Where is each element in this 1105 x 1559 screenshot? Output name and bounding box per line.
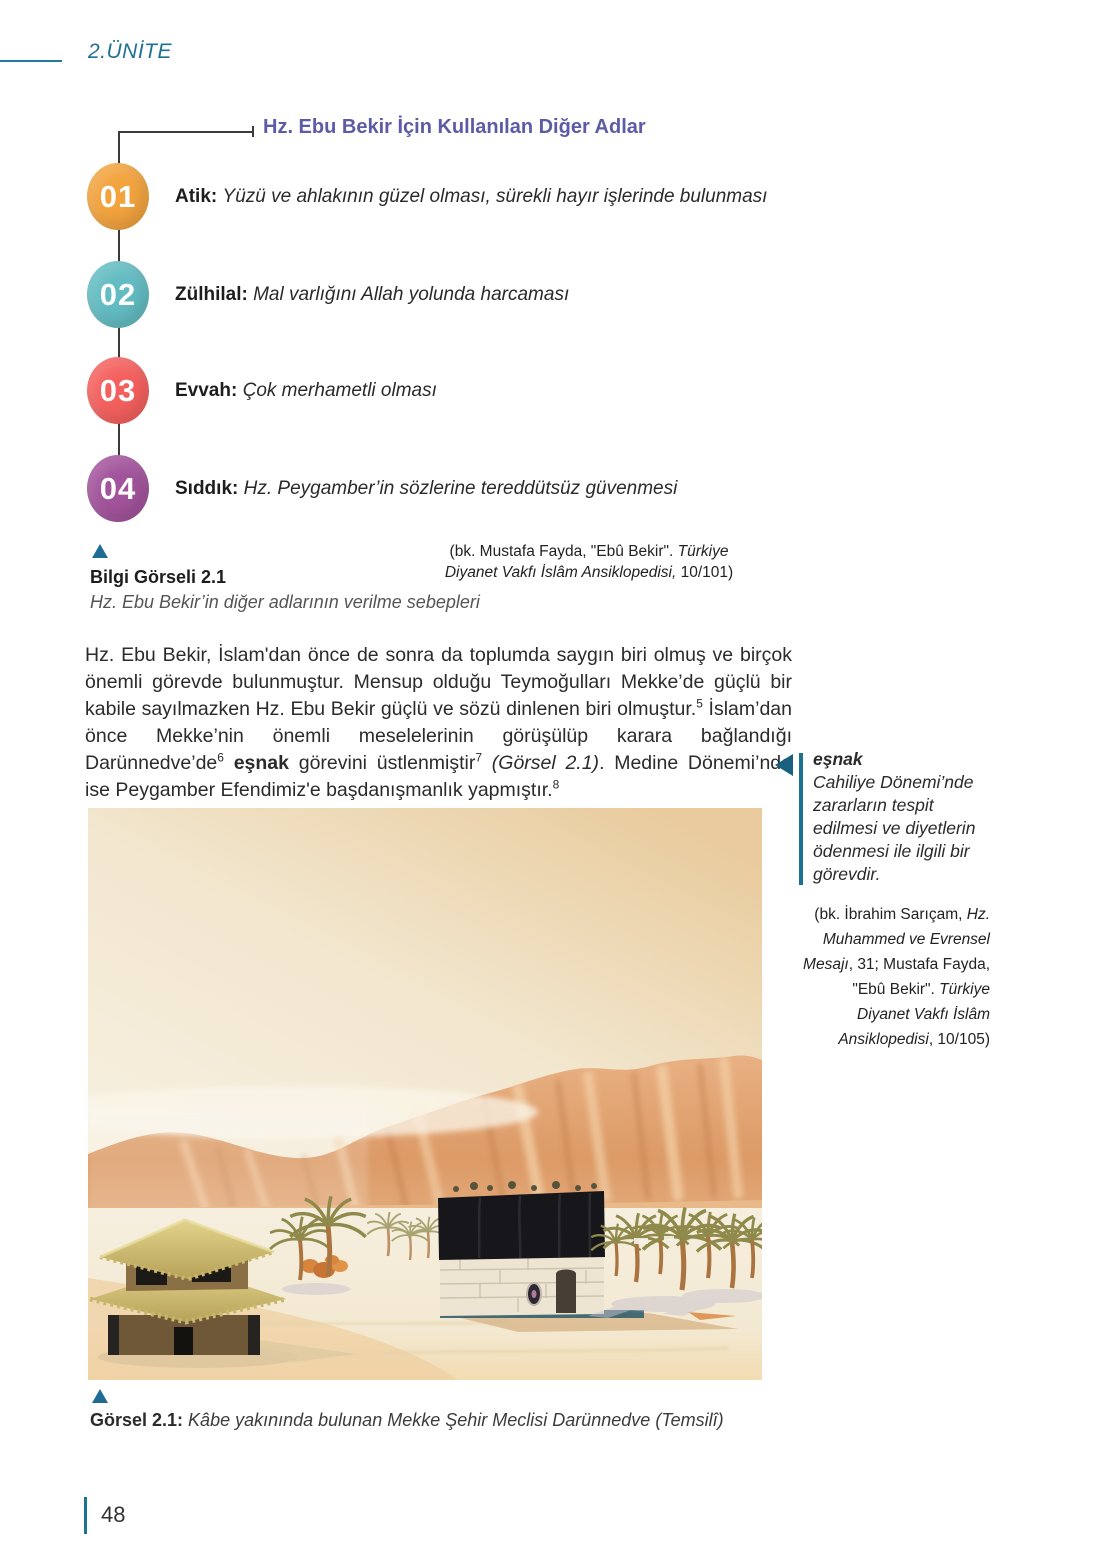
footnote-ref: 7 [475,750,483,765]
step-term: Sıddık: [175,477,239,499]
step-number-badge: 01 [87,163,149,230]
bilgi-gorseli-label: Bilgi Görseli 2.1 [90,567,227,587]
sidebar-note [813,748,989,886]
step-number-badge: 02 [87,261,149,328]
step-term: Zülhilal: [175,283,248,305]
connector-horizontal-line [118,131,253,133]
step-number-badge: 04 [87,455,149,522]
step-term: Atik: [175,185,218,207]
step-text [175,478,677,500]
step-description: Çok merhametli olması [242,379,437,401]
bilgi-gorseli-caption: Hz. Ebu Bekir’in diğer adlarının verilme sebepleri [90,592,480,612]
page-number: 48 [101,1502,126,1527]
sidebar-rule [799,753,803,885]
footnote-ref: 6 [217,750,224,765]
list-item [87,455,677,522]
figure-caption: Görsel 2.1: Kâbe yakınında bulunan Mekke Şehir Meclisi Darünnedve (Temsilî) [90,1410,724,1430]
step-term: Evvah: [175,379,238,401]
darunnedve-desert-painting [88,808,762,1380]
sidebar-definition: Cahiliye Dönemi’nde zararların tespit edilmesi ve diyetlerin ödenmesi ile ilgili bir görevdir. [813,772,976,884]
footnote-ref: 8 [552,777,560,792]
page-number-rule [84,1497,87,1534]
figure-label: Görsel 2.1: [90,1410,184,1430]
unit-header-rule [0,60,62,62]
triangle-left-icon [775,754,793,776]
step-text [175,186,767,208]
triangle-up-icon [92,544,108,558]
list-item [87,357,437,424]
infographic-title: Hz. Ebu Bekir İçin Kullanılan Diğer Adlar [263,116,646,138]
sidebar-term: eşnak [813,749,863,769]
list-item [87,163,767,230]
step-description: Yüzü ve ahlakının güzel olması, sürekli hayır işlerinde bulunması [222,185,768,207]
esnak-term: eşnak [223,752,289,774]
infographic-citation: (bk. Mustafa Fayda, "Ebû Bekir". Türkiye Diyanet Vakfı İslâm Ansiklopedisi, 10/101) [444,543,734,581]
triangle-up-icon [92,1389,108,1403]
footnote-ref: 5 [696,696,703,711]
connector-end-tick [252,126,254,137]
step-text [175,380,437,402]
sidebar-citation: (bk. İbrahim Sarıçam, Hz. Muhammed ve Evrensel Mesajı, 31; Mustafa Fayda, "Ebû Bekir". Türkiye Diyanet Vakfı İslâm Ansiklopedisi, 10/105) [803,906,990,1048]
step-text [175,284,569,306]
body-paragraph: Hz. Ebu Bekir, İslam'dan önce de sonra da toplumda saygın biri olmuş ve birçok önemli görevde bulunmuştur. Mensup olduğu Teymoğulları Mekke’de güçlü bir kabile sayılmazken Hz. Ebu Bekir güçlü ve sözü dinlenen biri olmuştur.$^5$ İslam’dan önce Mekke’nin önemli meselelerinin görüşülüp karara bağlandığı $Darünnedve’de^6$ eşnak görevini üstlenmiştir$^7$ (Görsel 2.1). Medine Dönemi’nde ise Peygamber Efendimiz'e başdanışmanlık yapmıştır.$^8$ [85,644,792,801]
step-number-badge: 03 [87,357,149,424]
list-item [87,261,569,328]
step-description: Hz. Peygamber’in sözlerine tereddütsüz güvenmesi [243,477,678,499]
step-description: Mal varlığını Allah yolunda harcaması [253,283,570,305]
unit-label: 2.ÜNİTE [88,40,173,63]
